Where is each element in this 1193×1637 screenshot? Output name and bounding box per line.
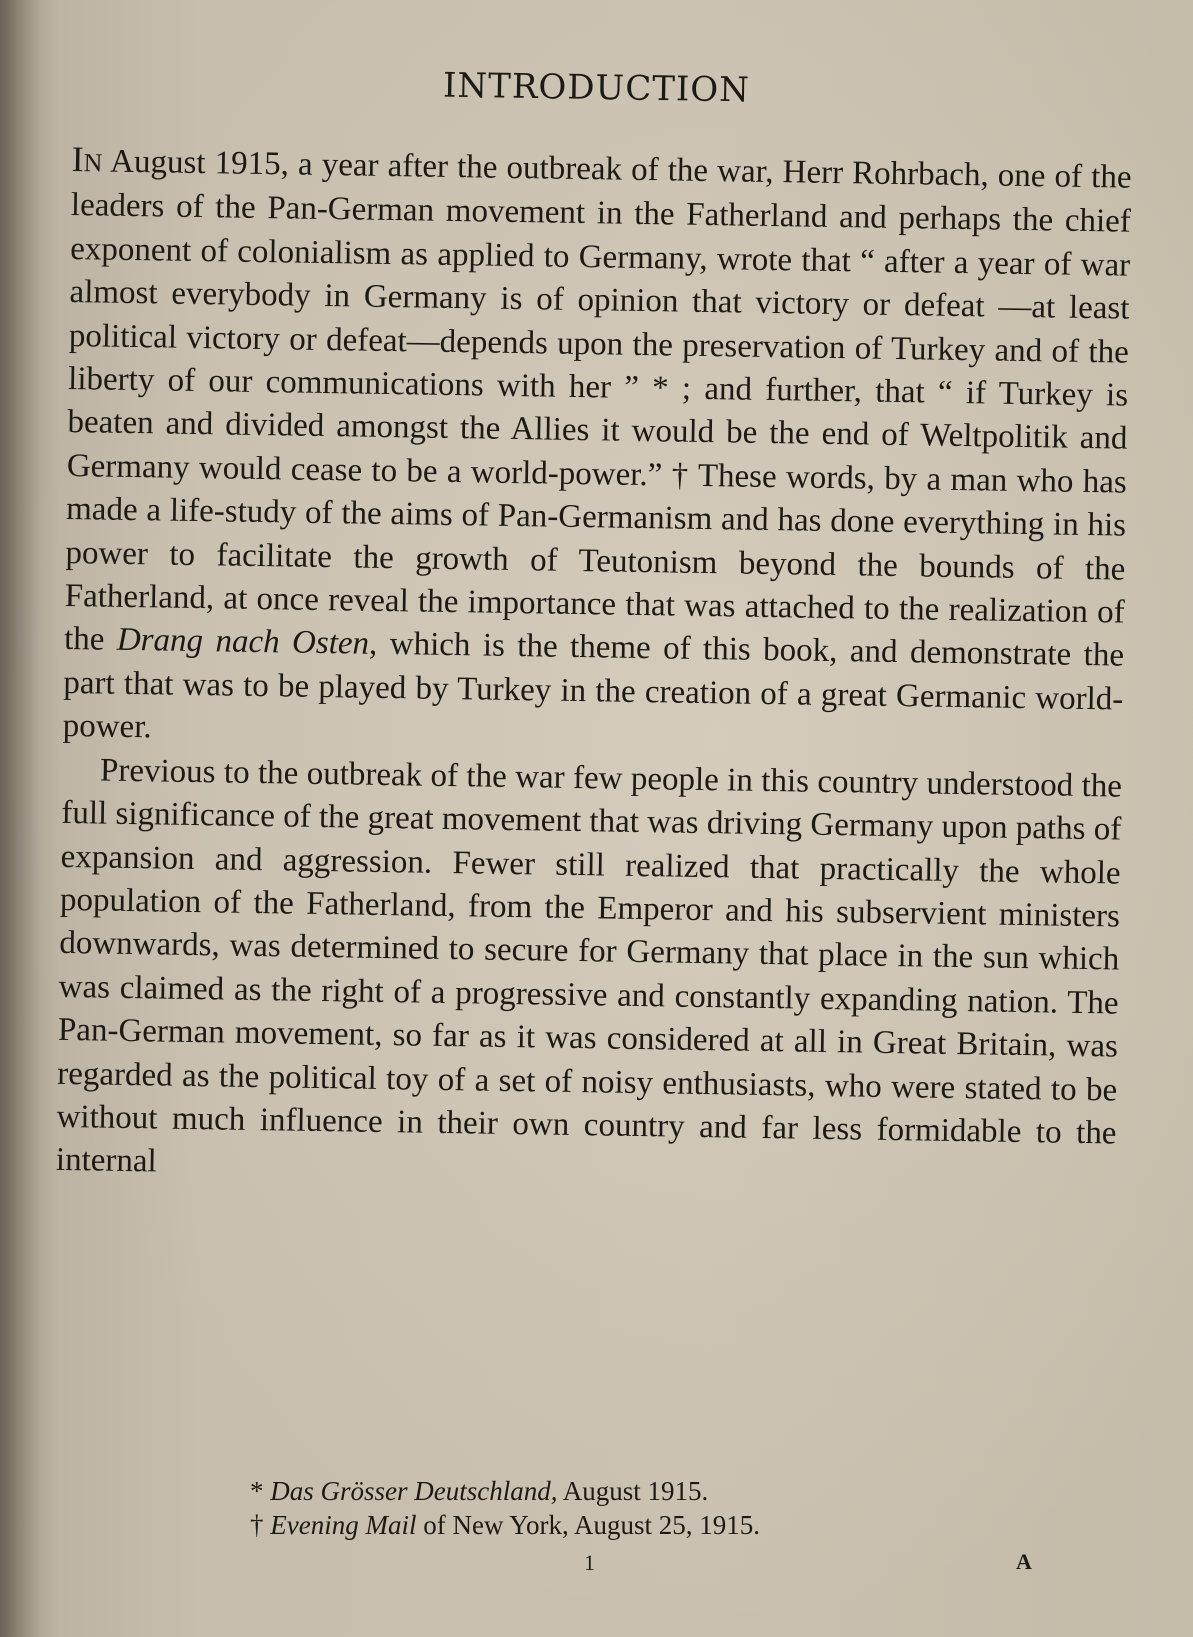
footnote-2-text: of New York, August 25, 1915. <box>416 1510 760 1540</box>
paragraph-1 <box>62 138 1131 765</box>
footnote-2 <box>250 1508 970 1542</box>
dropcap-smallcap: N <box>83 148 104 178</box>
footnote-2-mark: † <box>250 1510 271 1540</box>
signature-mark: A <box>1016 1549 1032 1574</box>
paragraph-1-tail: , which is the theme of this book, and demonstrate the part that was to be played by Turkey in the creation of a great Germanic world-power. <box>62 626 1125 746</box>
body-text <box>56 138 1132 1199</box>
footnote-1-mark: * <box>250 1476 271 1506</box>
footnotes <box>250 1474 970 1542</box>
page-number: 1 <box>584 1550 595 1575</box>
dropcap-letter: I <box>71 138 84 180</box>
paragraph-2: Previous to the outbreak of the war few people in this country understood the full significance of the great movement that was driving Germany upon paths of expansion and aggression. Fewer still realized that practically the whole population of the Fatherland, from the Emperor and his subservient ministers downwards, was determined to secure for Germany that place in the sun which was claimed as the right of a progressive and constantly expanding nation. The Pan-German movement, so far as it was considered at all in Great Britain, was regarded as the political toy of a set of noisy enthusiasts, who were stated to be without much influence in their own country and far less formidable to the internal <box>55 752 1123 1180</box>
footnote-1-text: August 1915. <box>557 1476 709 1506</box>
chapter-heading: INTRODUCTION <box>442 65 751 111</box>
gutter-shadow <box>0 0 40 1637</box>
footnote-2-title: Evening Mail <box>270 1510 417 1540</box>
paragraph-1-lead: August 1915, a year after the outbreak of the war, Herr Rohrbach, one of the leaders of the Pan-German movement in the Fatherland and perhaps the chief exponent of colonialism as applied to Germany, wrote that “ after a year of war almost everybody in Germany is of opinion that victory or defeat —at least political victory or defeat—depends upon the preservation of Turkey and of the liberty of our communications with her ” * ; and further, that “ if Turkey is beaten and divided amongst the Allies it would be the end of Weltpolitik and Germany would cease to be a world-power.” † These words, by a man who has made a life-study of the aims of Pan-Germanism and has done everything in his power to facilitate the growth of Teutonism beyond the bounds of the Fatherland, at once reveal the importance that was attached to the realization of the <box>63 143 1132 659</box>
paragraph-1-italic-term: Drang nach Osten <box>116 622 370 663</box>
footnote-1-title: Das Grösser Deutschland, <box>270 1476 558 1506</box>
footnote-1 <box>250 1474 970 1508</box>
